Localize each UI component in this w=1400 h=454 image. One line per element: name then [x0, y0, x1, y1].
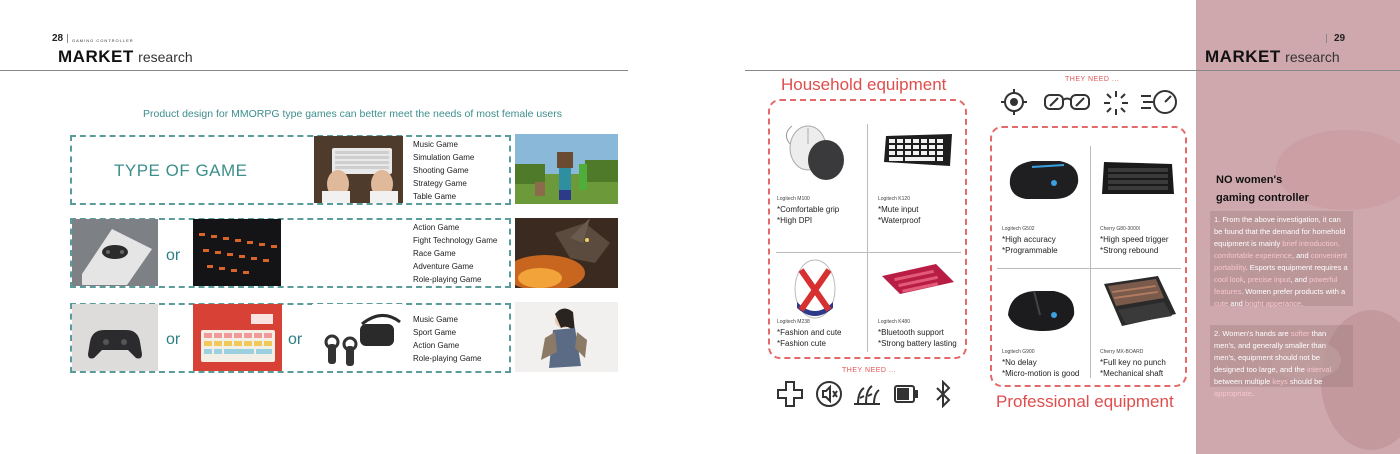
mouse-m238-image — [793, 258, 837, 320]
list-item: Sport Game — [413, 328, 457, 337]
grass-icon — [852, 380, 882, 408]
mouse-m100-image — [780, 124, 860, 182]
product-feature: *Comfortable grip — [777, 205, 840, 214]
list-item: Action Game — [413, 341, 460, 350]
product-name: Cherry MX-BOARD — [1100, 349, 1144, 355]
vr-headset-photo — [312, 304, 402, 371]
keyboard-mx-board-image — [1098, 274, 1178, 332]
dpad-icon — [776, 380, 804, 408]
game-list-3 — [413, 313, 481, 365]
page-label: GAMING CONTROLLER — [72, 38, 134, 43]
divider — [1326, 34, 1327, 43]
product-feature: *Full key no punch — [1100, 358, 1166, 367]
product-feature: *Mute input — [878, 205, 919, 214]
product-feature: *Fashion and cute — [777, 328, 842, 337]
title-main: MARKET — [1205, 47, 1281, 66]
note-1: 1. From the above investigation, it can be found that the demand for homehold equipment is mainly brief introduction, comfortable experience, and convenient portability. Esports equipment requires a cool look, precise input, and powerful features. Women prefer products with a cute and bright apperance. — [1210, 211, 1353, 306]
bluetooth-icon — [933, 380, 953, 408]
product-name: Logitech G900 — [1002, 349, 1035, 355]
keyboard-k480-image — [880, 262, 956, 296]
sidebar-title-line1: NO women's — [1216, 174, 1283, 186]
glasses-icon — [1043, 92, 1091, 112]
mute-icon — [815, 380, 843, 408]
product-feature: *Fashion cute — [777, 339, 826, 348]
product-g80 — [1100, 226, 1168, 256]
headline: Product design for MMORPG type games can better meet the needs of most female users — [142, 108, 563, 120]
divider — [867, 124, 868, 352]
dragon-fantasy-image — [515, 218, 618, 288]
list-item: Shooting Game — [413, 166, 469, 175]
keyboard-hands-photo — [314, 136, 403, 203]
sidebar-title — [1216, 171, 1346, 207]
they-need-top: THEY NEED ... — [1065, 76, 1120, 83]
controller-on-table-photo — [72, 219, 158, 286]
divider — [776, 252, 961, 253]
list-item: Role-playing Game — [413, 354, 482, 363]
product-g900 — [1002, 349, 1079, 379]
product-g502 — [1002, 226, 1058, 256]
backlit-keyboard-photo — [193, 219, 281, 286]
title-sub: research — [1285, 49, 1340, 65]
list-item: Music Game — [413, 315, 458, 324]
game-list-1 — [413, 138, 474, 203]
divider — [1090, 146, 1091, 378]
header-rule — [0, 70, 628, 71]
or-label: or — [166, 331, 181, 348]
title-main: MARKET — [58, 47, 134, 66]
target-icon — [1000, 88, 1028, 116]
product-m100 — [777, 196, 839, 226]
product-k120 — [878, 196, 920, 226]
rpg-character-image — [515, 302, 618, 372]
product-feature: *Programmable — [1002, 246, 1058, 255]
product-mx-board — [1100, 349, 1166, 379]
battery-icon — [893, 383, 919, 405]
product-feature: *Bluetooth support — [878, 328, 944, 337]
divider — [997, 268, 1181, 269]
product-feature: *Strong rebound — [1100, 246, 1159, 255]
list-item: Simulation Game — [413, 153, 475, 162]
burst-icon — [1102, 89, 1130, 117]
product-feature: *Mechanical shaft — [1100, 369, 1164, 378]
page-title-left — [58, 47, 193, 67]
product-feature: *High speed trigger — [1100, 235, 1169, 244]
list-item: Adventure Game — [413, 262, 474, 271]
page-number-left: 28 — [52, 33, 64, 44]
page-number-right: 29 — [1334, 33, 1346, 44]
minecraft-image — [515, 134, 618, 204]
product-m238 — [777, 319, 842, 349]
or-label: or — [166, 247, 181, 264]
keyboard-k120-image — [882, 132, 954, 168]
list-item: Strategy Game — [413, 179, 467, 188]
list-item: Action Game — [413, 223, 460, 232]
professional-title: Professional equipment — [996, 392, 1174, 411]
list-item: Music Game — [413, 140, 458, 149]
product-feature: *Waterproof — [878, 216, 921, 225]
product-k480 — [878, 319, 957, 349]
household-title: Household equipment — [781, 75, 947, 94]
product-name: Logitech G502 — [1002, 226, 1035, 232]
title-sub: research — [138, 49, 193, 65]
product-feature: *No delay — [1002, 358, 1037, 367]
product-feature: *High DPI — [777, 216, 813, 225]
divider — [67, 34, 68, 43]
header-rule — [745, 70, 1400, 71]
they-need-bottom: THEY NEED ... — [842, 367, 897, 374]
or-label: or — [288, 331, 303, 348]
list-item: Race Game — [413, 249, 456, 258]
keyboard-g80-image — [1100, 160, 1176, 198]
mouse-g502-image — [1004, 155, 1084, 203]
speed-gauge-icon — [1139, 88, 1179, 116]
gamepad-photo — [72, 304, 158, 371]
product-feature: *Strong battery lasting — [878, 339, 957, 348]
product-feature: *Micro-motion is good — [1002, 369, 1080, 378]
list-item: Role-playing Game — [413, 275, 482, 284]
note-2: 2. Women's hands are softer than men's, and generally smaller than men's, equipment should not be designed too large, and the interval between multiple keys should be appropriate. — [1210, 325, 1353, 387]
type-of-game-label: TYPE OF GAME — [114, 161, 248, 180]
product-name: Logitech K480 — [878, 319, 910, 325]
product-feature: *High accuracy — [1002, 235, 1056, 244]
mouse-g900-image — [1004, 285, 1078, 335]
product-name: Logitech M238 — [777, 319, 810, 325]
game-list-2 — [413, 221, 497, 286]
sidebar-title-line2: gaming controller — [1216, 192, 1309, 204]
product-name: Logitech K120 — [878, 196, 910, 202]
list-item: Table Game — [413, 192, 457, 201]
product-name: Logitech M100 — [777, 196, 810, 202]
product-name: Cherry G80-3000l — [1100, 226, 1140, 232]
page-title-right — [1205, 47, 1340, 67]
colorful-keyboard-photo — [193, 304, 282, 371]
list-item: Fight Technology Game — [413, 236, 498, 245]
